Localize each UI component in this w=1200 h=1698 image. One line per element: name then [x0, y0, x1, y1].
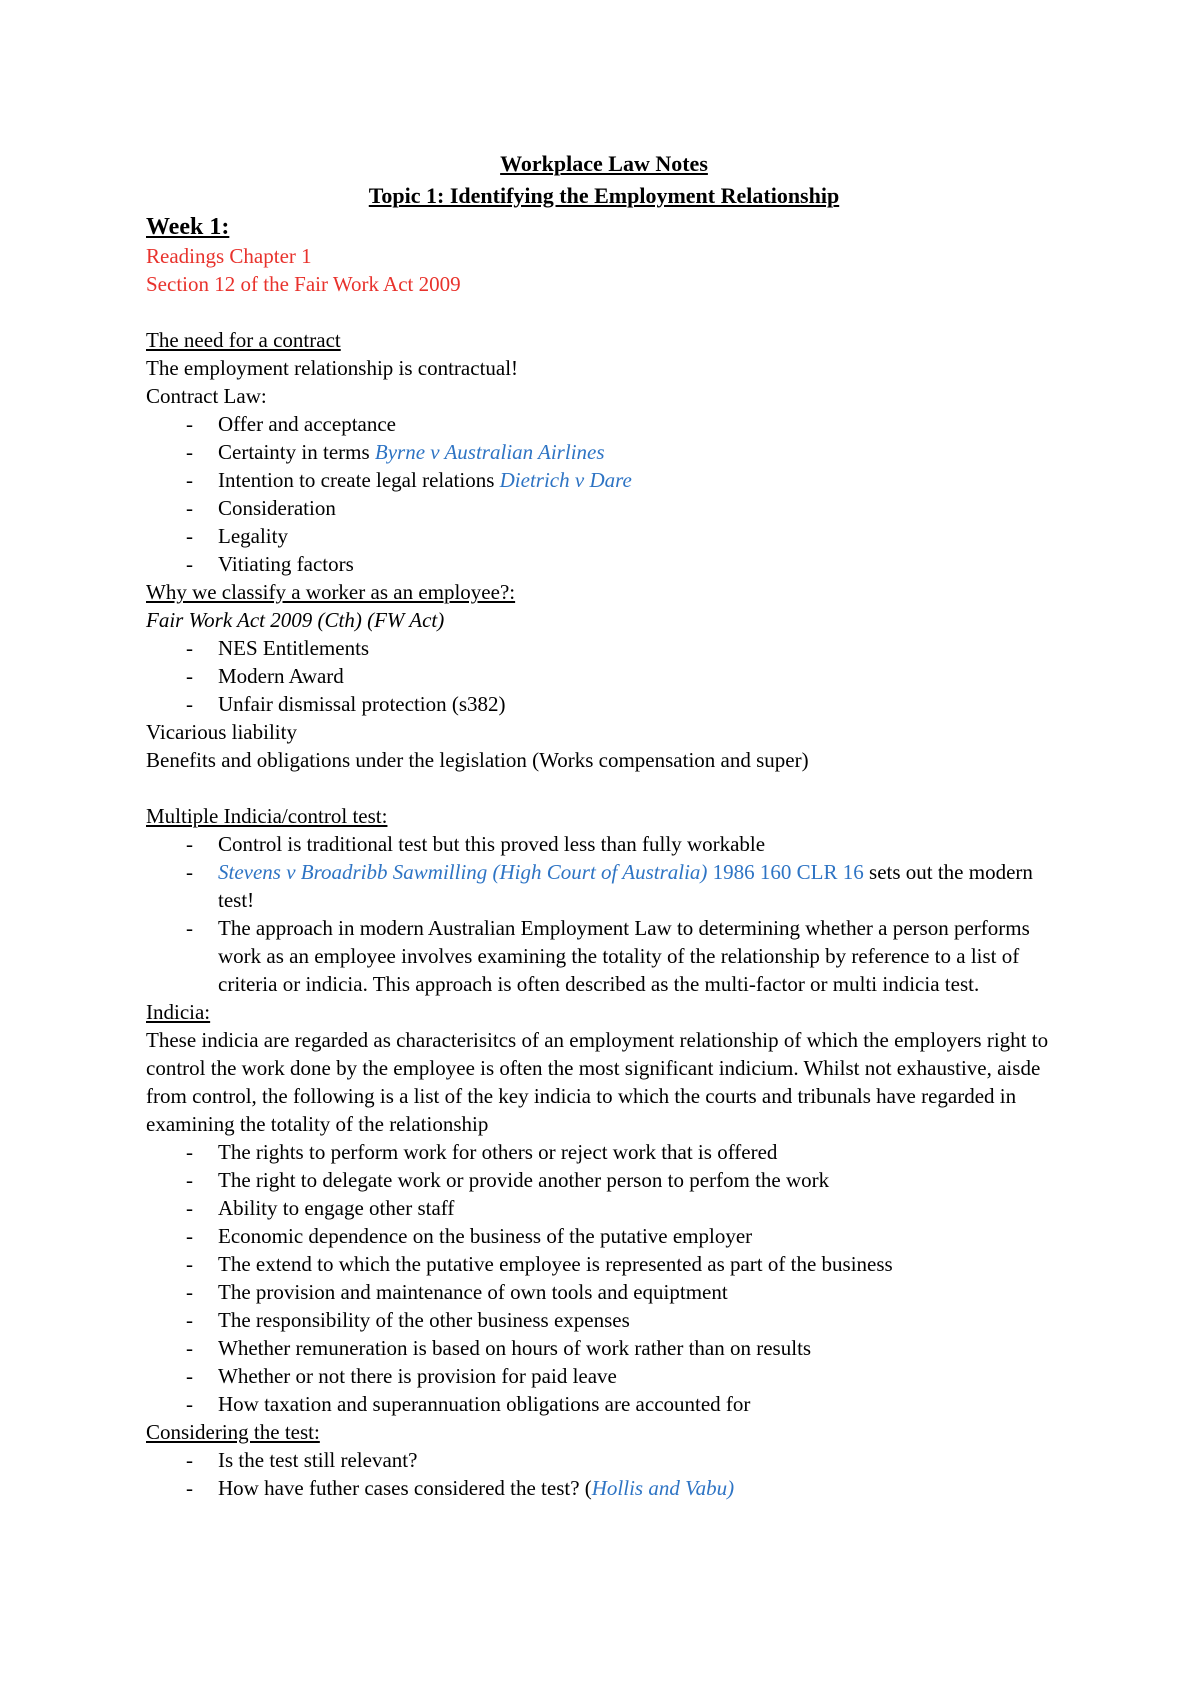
case-citation: Hollis and Vabu) — [591, 1476, 735, 1500]
spacer — [146, 774, 1066, 802]
list-item: - Legality — [146, 522, 1066, 550]
indicia-test-heading: Multiple Indicia/control test: — [146, 804, 388, 828]
list-item: - Stevens v Broadribb Sawmilling (High Court of Australia) 1986 160 CLR 16 sets out the modern test! — [146, 858, 1066, 914]
contract-law-list — [146, 410, 1066, 578]
considering-list — [146, 1446, 1066, 1502]
list-item: - Economic dependence on the business of the putative employer — [146, 1222, 1066, 1250]
document-content — [146, 148, 1066, 1502]
case-citation: Stevens v Broadribb Sawmilling (High Court of Australia) — [218, 860, 708, 884]
list-item: - The responsibility of the other business expenses — [146, 1306, 1066, 1334]
contract-statement: The employment relationship is contractual! — [146, 356, 519, 380]
list-item: - Control is traditional test but this proved less than fully workable — [146, 830, 1066, 858]
spacer — [146, 298, 1066, 326]
law-report-citation: 1986 160 CLR 16 — [707, 860, 864, 884]
document-subtitle: Topic 1: Identifying the Employment Relationship — [368, 183, 840, 208]
list-item: - Whether or not there is provision for paid leave — [146, 1362, 1066, 1390]
list-item: - The extend to which the putative employee is represented as part of the business — [146, 1250, 1066, 1278]
list-item: - Whether remuneration is based on hours of work rather than on results — [146, 1334, 1066, 1362]
reading-line: Readings Chapter 1 — [146, 244, 312, 268]
list-item: - Modern Award — [146, 662, 1066, 690]
list-item: - How have futher cases considered the test? (Hollis and Vabu) — [146, 1474, 1066, 1502]
benefits-line: Benefits and obligations under the legislation (Works compensation and super) — [146, 748, 809, 772]
list-item: - Certainty in terms Byrne v Australian Airlines — [146, 438, 1066, 466]
list-item: - Offer and acceptance — [146, 410, 1066, 438]
list-item: - The provision and maintenance of own tools and equiptment — [146, 1278, 1066, 1306]
indicia-test-list — [146, 830, 1066, 998]
case-citation: Dietrich v Dare — [499, 468, 632, 492]
list-item: - NES Entitlements — [146, 634, 1066, 662]
indicia-heading: Indicia: — [146, 1000, 211, 1024]
list-item: - Ability to engage other staff — [146, 1194, 1066, 1222]
list-item: - The approach in modern Australian Employment Law to determining whether a person performs work as an employee involves examining the totality of the relationship by reference to a list of criteria or indicia. This approach is often described as the multi-factor or multi indicia test. — [146, 914, 1066, 998]
list-item: - Vitiating factors — [146, 550, 1066, 578]
list-item: - Is the test still relevant? — [146, 1446, 1066, 1474]
case-citation: Byrne v Australian Airlines — [374, 440, 605, 464]
act-reference: Fair Work Act 2009 (Cth) (FW Act) — [146, 608, 445, 632]
list-item: - Consideration — [146, 494, 1066, 522]
list-item: - The right to delegate work or provide another person to perfom the work — [146, 1166, 1066, 1194]
contract-law-label: Contract Law: — [146, 384, 267, 408]
list-item: - Unfair dismissal protection (s382) — [146, 690, 1066, 718]
reading-line: Section 12 of the Fair Work Act 2009 — [146, 272, 461, 296]
classify-heading: Why we classify a worker as an employee?: — [146, 580, 516, 604]
list-item: - How taxation and superannuation obligations are accounted for — [146, 1390, 1066, 1418]
list-item: - Intention to create legal relations Dietrich v Dare — [146, 466, 1066, 494]
indicia-paragraph: These indicia are regarded as characterisitcs of an employment relationship of which the employers right to control the work done by the employee is often the most significant indicium. Whilst not exhaustive, aisde from control, the following is a list of the key indicia to which the courts and tribunals have regarded in examining the totality of the relationship — [146, 1028, 1049, 1136]
classify-list — [146, 634, 1066, 718]
indicia-list — [146, 1138, 1066, 1418]
considering-heading: Considering the test: — [146, 1420, 320, 1444]
vicarious-line: Vicarious liability — [146, 720, 297, 744]
contract-heading: The need for a contract — [146, 328, 341, 352]
document-title: Workplace Law Notes — [500, 151, 708, 176]
week-heading: Week 1: — [146, 214, 230, 240]
list-item: - The rights to perform work for others or reject work that is offered — [146, 1138, 1066, 1166]
